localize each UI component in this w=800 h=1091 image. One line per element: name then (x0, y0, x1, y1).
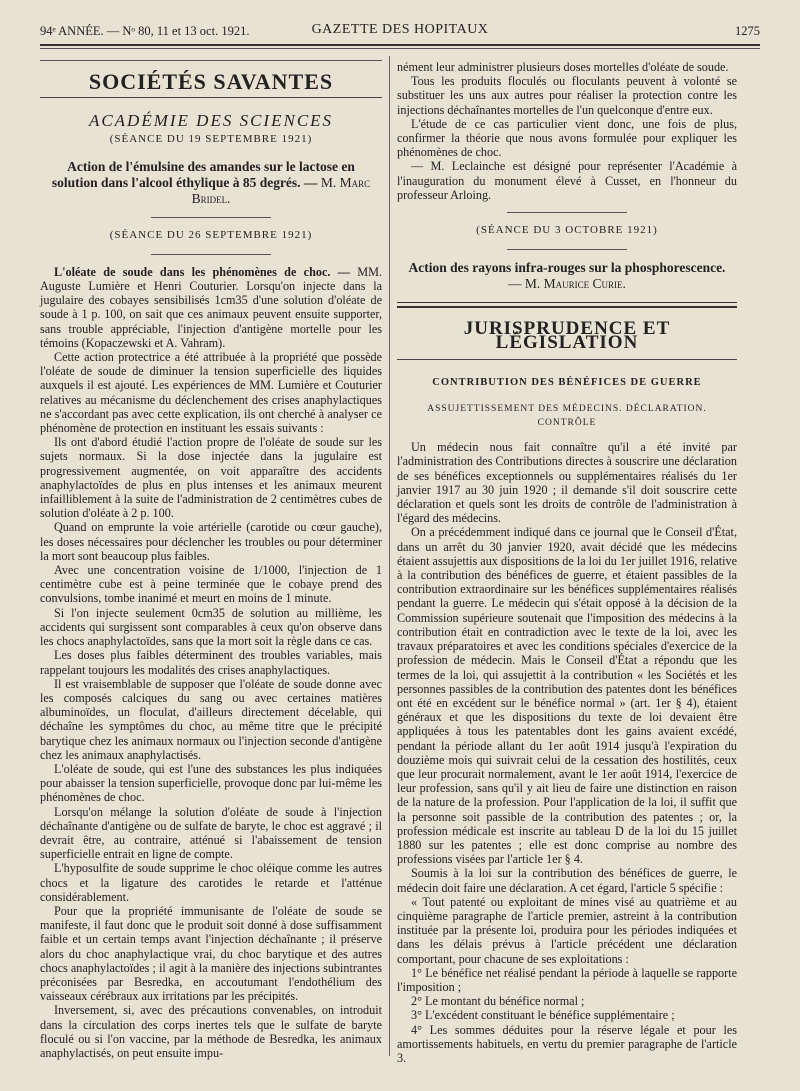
right-column (397, 60, 737, 1065)
paragraph: Lorsqu'on mélange la solution d'oléate de soude à l'injection déchaînante d'antigène ou de sulfate de baryte, le choc est aggravé ; il devrait être, au contraire, atténué si l'abaissement de tension superficielle entrait en ligne de compte. (40, 804, 382, 862)
paragraph: Inversement, si, avec des précautions convenables, on introduit dans la circulation des corps inertes tels que le sulfate de baryte floculé ou si l'on vaccine, par la méthode de Besredka, les animaux anaphylactisés, on peut ensuite impu- (40, 1003, 382, 1060)
article-author-2: — M. Maurice Curie. (508, 276, 626, 292)
academy-heading: ACADÉMIE DES SCIENCES (88, 111, 334, 131)
paragraph: 2° Le montant du bénéfice normal ; (411, 994, 585, 1009)
issue-info: 94ᵉ ANNÉE. — Nᵒ 80, 11 et 13 oct. 1921. (40, 24, 250, 38)
section2-title: JURISPRUDENCE ET LÉGISLATION (463, 318, 671, 354)
divider-4 (507, 249, 627, 250)
paragraph: L'hyposulfite de soude supprime le choc oléique comme les autres chocs et la ligature des carotides le retarde et l'atténue considérablement. (40, 861, 382, 904)
section-top-rule (40, 60, 382, 61)
seance-date-3: (SÉANCE DU 3 OCTOBRE 1921) (476, 224, 658, 237)
paragraph: L'étude de ce cas particulier vient donc, une fois de plus, confirmer la théorie que nous avons formulée pour expliquer les phénomènes de choc. (397, 116, 737, 160)
paragraph: L'oléate de soude, qui est l'une des substances les plus indiquées pour abaisser la tension superficielle, provoque donc par lui-même les phénomènes de choc. (40, 761, 382, 805)
paragraph: 4° Les sommes déduites pour la réserve légale et pour les amortissements habituels, en vertu du premier paragraphe de l'article 3. (397, 1022, 737, 1065)
divider-1 (151, 217, 271, 218)
section-title: SOCIÉTÉS SAVANTES (88, 69, 334, 94)
article-title-1-text: Action de l'émulsine des amandes sur le lactose en solution dans l'alcool éthylique à 85 degrés. — (51, 158, 355, 190)
paragraph: 1° Le bénéfice net réalisé pendant la période à laquelle se rapporte l'imposition ; (397, 965, 737, 994)
article-author-1: M. Marc Bridel. (191, 174, 371, 206)
section2-top-rule (397, 302, 737, 303)
paragraph: « Tout patenté ou exploitant de mines visé au quatrième et au cinquième paragraphe de l'article premier, astreint à la contribution instituée par la présente loi, produira pour les périodes indiquées et dans les délais prévus à l'article précédent une déclaration comportant, pour chacune de ses exploitations : (397, 894, 737, 966)
section2-top-rule-thick (397, 306, 737, 308)
paragraph: Les doses plus faibles déterminent des troubles variables, mais rappelant toujours les modalités des crises anaphylactiques. (40, 648, 382, 677)
seance-date-1: (SÉANCE DU 19 SEPTEMBRE 1921) (109, 133, 313, 146)
column-divider (389, 56, 390, 1056)
article-title-2 (403, 260, 731, 292)
left-column (40, 60, 382, 1060)
paragraph: nément leur administrer plusieurs doses mortelles d'oléate de soude. (397, 60, 729, 74)
paragraph: Pour que la propriété immunisante de l'oléate de soude se manifeste, il faut donc que le produit soit donné à dose suffisamment faible et un certain temps avant l'injection déchaînante ; il préserve alors du choc anaphylactique vrai, du choc barytique et des autres chocs anaphylactoïdes ; il agit à la manière des injections subintrantes préconisées par Besredka, en accoutumant l'endothélium des vaisseaux cérébraux aux irritations par les précipités. (40, 903, 382, 1004)
journal-title: GAZETTE DES HOPITAUX (311, 22, 489, 37)
paragraph-lead (40, 265, 382, 350)
seance-date-2: (SÉANCE DU 26 SEPTEMBRE 1921) (109, 228, 313, 241)
paragraph: Tous les produits floculés ou floculants peuvent à volonté se substituer les uns aux autres pour réaliser la protection contre les injections déchaînantes mortelles de l'un quelconque d'entre eux. (397, 74, 737, 117)
paragraph: Il est vraisemblable de supposer que l'oléate de soude donne avec les composés calciques du sang ou avec certaines matières albuminoïdes, un floculat, d'ailleurs directement décelable, qui déchaîne les symptômes du choc, au même titre que le précipité barytique chez les animaux normaux ou l'injection seconde d'antigène chez les animaux anaphylactisés. (40, 676, 382, 762)
lead-title: L'oléate de soude dans les phénomènes de choc. — (54, 264, 350, 279)
header-rule-thin (40, 48, 760, 49)
paragraph: 3° L'excédent constituant le bénéfice supplémentaire ; (411, 1008, 675, 1023)
page-number: 1275 (735, 24, 760, 38)
paragraph: On a précédemment indiqué dans ce journal que le Conseil d'État, dans un arrêt du 30 janvier 1920, avait décidé que les médecins étaient assujettis aux dispositions de la loi du 1er juillet 1916, relative à la contribution des bénéfices de guerre, et étaient passibles de la contribution extraordinaire sur les bénéfices supplémentaires réalisés pendant la guerre. Le médecin qui s'était opposé à la décision de la Commission supérieure soutenait que l'imposition des médecins à la contribution était en contradiction avec le texte de la loi, avec les travaux préparatoires et avec les conditions spéciales d'exercice de la profession de médecin. Mais le Conseil d'État a répondu que les termes de la loi, qui assujettit à la contribution « les Sociétés et les personnes passibles de la contribution des patentes dont les bénéfices ont été en excédent sur le bénéfice normal » (art. 1er § 4), étaient généraux et que les dispositions du texte de loi devaient être appliquées à tous les patentables dont les gains avaient excédé, pendant la période allant du 1er août 1914 jusqu'à l'expiration du douzième mois qui suivrait celui de la cessation des hostilités, ceux que leur procurait normalement, avant le 1er août 1914, l'exercice de leur profession, sans qu'il y ait lieu de faire une distinction en raison de la nature de la profession. Pour l'application de la loi, il suffit que la personne soit passible de la contribution des patentes ; or, la profession médicale est inscrite au tableau D de la loi du 15 juillet 1880 sur les patentes ; elle est donc comprise au nombre des professions visées par l'article 1er § 4. (397, 525, 737, 867)
lead-body: MM. Auguste Lumière et Henri Couturier. Lorsqu'on injecte dans la jugulaire des cobayes sensibilisés 1cm35 d'une solution d'oléate de soude à 1 p. 100, on sait que ces animaux peuvent ensuite supporter, sans trouble appréciable, l'injection d'antigène mortelle pour les témoins (Kopaczewski et A. Vahram). (40, 264, 382, 350)
paragraph: Un médecin nous fait connaître qu'il a été invité par l'administration des Contributions directes à souscrire une déclaration de ses bénéfices exceptionnels ou supplémentaires réalisés du 1er janvier 1917 au 30 juin 1920 ; il demande s'il doit souscrire cette déclaration et quels sont les droits de contrôle de l'administration à l'égard des médecins. (397, 440, 737, 526)
paragraph: Ils ont d'abord étudié l'action propre de l'oléate de soude sur les sujets normaux. Si la dose injectée dans la jugulaire est progressivement augmentée, on voit apparaître des accidents anaphylactoïdes de plus en plus intenses et les animaux meurent infailliblement à la suite de l'administration de 2 centimètres cubes de solution d'oléate à 2 p. 100. (40, 435, 382, 521)
article-title-1 (46, 159, 376, 207)
section2-bottom-rule (397, 359, 737, 360)
paragraph: Avec une concentration voisine de 1/1000, l'injection de 1 centimètre cube est à peine terminée que le cobaye prend des convulsions, tombe inanimé et meurt en moins de 1 minute. (40, 563, 382, 606)
divider-3 (507, 212, 627, 213)
paragraph: Cette action protectrice a été attribuée à la propriété que possède l'oléate de soude de diminuer la tension superficielle des liquides auxquels il est ajouté. Les expériences de MM. Lumière et Couturier relatives au mécanisme du déclenchement des crises anaphylactiques ne s'accordant pas avec cette explication, ils ont cherché à analyser ce phénomène de protection en instituant les essais suivants : (40, 350, 382, 436)
sub-heading: CONTRIBUTION DES BÉNÉFICES DE GUERRE (432, 376, 702, 388)
section-bottom-rule (40, 97, 382, 98)
paragraph: — M. Leclainche est désigné pour représenter l'Académie à l'inauguration du monument élevé à Cusset, en l'honneur du professeur Arloing. (397, 159, 737, 202)
paragraph: Si l'on injecte seulement 0cm35 de solution au millième, les accidents qui surgissent sont comparables à ceux qu'on observe dans les chocs anaphylactoïdes, sans que la mort soit la règle dans ce cas. (40, 605, 382, 649)
paragraph: Quand on emprunte la voie artérielle (carotide ou cœur gauche), les doses nécessaires pour déclencher les troubles ou pour déterminer la mort sont beaucoup plus faibles. (40, 520, 382, 563)
article-title-2-text: Action des rayons infra-rouges sur la phosphorescence. (408, 260, 726, 276)
page-header (40, 22, 760, 42)
sub-heading-2: ASSUJETTISSEMENT DES MÉDECINS. DÉCLARATION. CONTRÔLE (427, 403, 707, 429)
paragraph: Soumis à la loi sur la contribution des bénéfices de guerre, le médecin doit faire une déclaration. A cet égard, l'article 5 spécifie : (397, 866, 737, 895)
header-rule (40, 44, 760, 46)
divider-2 (151, 254, 271, 255)
